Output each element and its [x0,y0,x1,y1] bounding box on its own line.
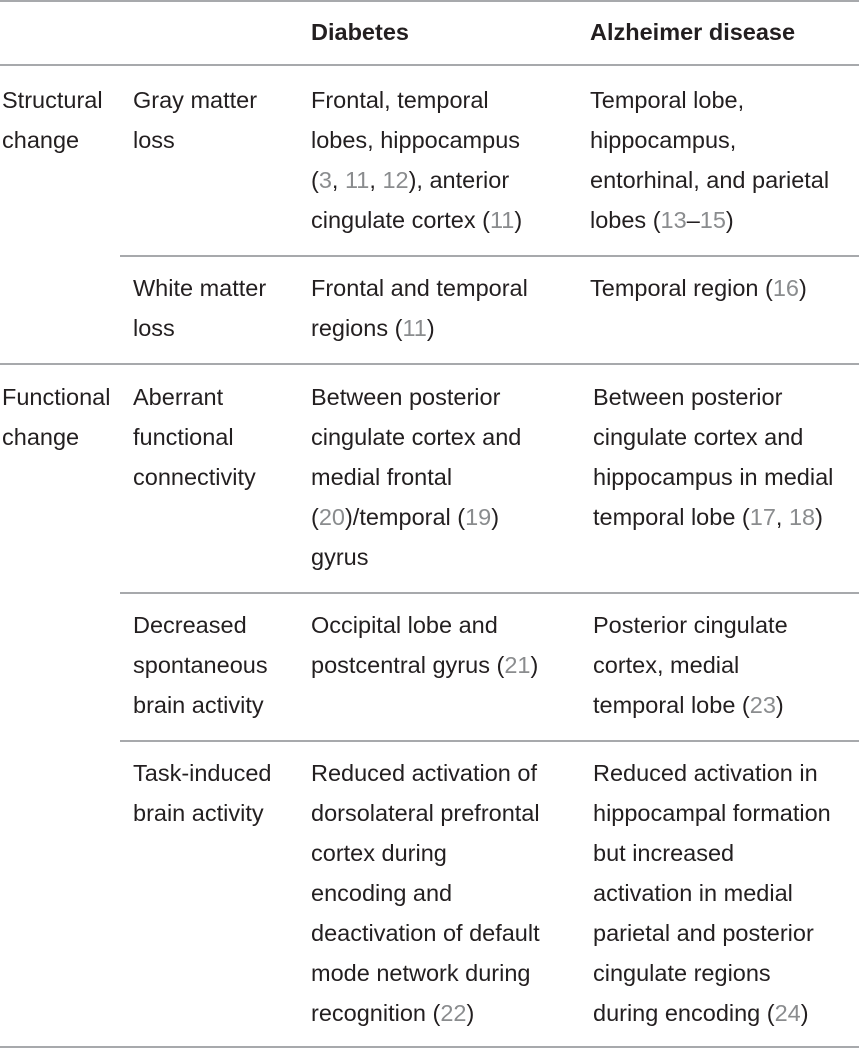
reference-citation: 20 [318,504,345,530]
reference-citation: 22 [440,1000,467,1026]
cell-text: but increased [593,840,735,866]
diabetes-gray-matter-cell [311,80,522,240]
cell-text: cingulate regions [593,960,771,986]
table-top-rule [0,0,859,2]
cell-text: ) [815,504,823,530]
row-divider-connectivity-spontaneous [120,592,859,594]
cell-text: ) [775,692,784,718]
cell-text: , [331,167,345,193]
reference-citation: 3 [318,167,332,193]
category-structural [2,80,103,160]
cell-text: encoding and [311,880,453,906]
cell-line [593,913,831,953]
cell-line [311,80,522,120]
cell-line [311,417,521,457]
cell-text: ) [725,207,734,233]
cell-line [593,417,833,457]
row-divider-gray-white [120,255,859,257]
reference-citation: 11 [489,207,515,233]
cell-line [593,993,831,1033]
cell-text: – [686,207,700,233]
cell-text: Occipital lobe and [311,612,498,638]
cell-text: ) [514,207,523,233]
cell-text: hippocampal formation [593,800,831,826]
cell-text: Temporal region ( [590,275,773,301]
reference-citation: 21 [504,652,531,678]
cell-line [593,645,788,685]
measure-line: functional [133,424,234,450]
cell-text: ( [311,504,319,530]
category-line: Functional [2,384,111,410]
cell-line [311,833,540,873]
cell-line [311,120,522,160]
cell-line [593,793,831,833]
cell-line [593,685,788,725]
section-divider-structural-functional [0,363,859,365]
reference-citation: 24 [774,1000,801,1026]
cell-line [311,645,538,685]
cell-text: ) [800,1000,809,1026]
header-diabetes [311,12,409,52]
reference-citation: 12 [382,167,409,193]
measure-line: Task-induced [133,760,272,786]
cell-text: cortex during [311,840,447,866]
measure-line: Decreased [133,612,247,638]
cell-text: recognition ( [311,1000,441,1026]
cell-text: ) [799,275,807,301]
measure-gray-matter-loss [133,80,257,160]
row-divider-spontaneous-task [120,740,859,742]
cell-text: Reduced activation in [593,760,818,786]
diabetes-task-cell [311,753,540,1033]
diabetes-connectivity-cell [311,377,521,577]
diabetes-white-matter-cell [311,268,528,348]
category-line: Structural [2,87,103,113]
measure-decreased-spontaneous [133,605,268,725]
header-alzheimer [590,12,795,52]
cell-line [311,873,540,913]
cell-text: temporal lobe ( [593,504,750,530]
cell-text: hippocampus, [590,127,737,153]
cell-line [593,457,833,497]
cell-text: deactivation of default [311,920,540,946]
cell-text: dorsolateral prefrontal [311,800,540,826]
cell-line [590,160,829,200]
cell-text: regions ( [311,315,403,341]
cell-text: ) [530,652,539,678]
cell-text: cortex, medial [593,652,740,678]
cell-line [311,308,528,348]
cell-line [311,200,522,240]
cell-text: mode network during [311,960,531,986]
cell-line [311,160,522,200]
alzheimer-spontaneous-cell [593,605,788,725]
measure-line: loss [133,127,175,153]
cell-line [311,268,528,308]
cell-line [593,833,831,873]
cell-text: Between posterior [593,384,783,410]
cell-line [311,605,538,645]
measure-line: brain activity [133,692,264,718]
cell-text: entorhinal, and parietal [590,167,830,193]
cell-text: cingulate cortex and [311,424,522,450]
cell-line [311,377,521,417]
cell-line [593,873,831,913]
cell-line [311,793,540,833]
cell-line [311,993,540,1033]
cell-text: medial frontal [311,464,453,490]
cell-line [311,953,540,993]
cell-line [311,497,521,537]
header-bottom-rule [0,64,859,66]
cell-line [593,377,833,417]
alzheimer-gray-matter-cell [590,80,829,240]
measure-line: brain activity [133,800,264,826]
reference-citation: 11 [402,315,427,341]
cell-text: ), anterior [408,167,510,193]
cell-text: hippocampus in medial [593,464,834,490]
measure-white-matter-loss [133,268,266,348]
reference-citation: 18 [788,504,816,530]
measure-line: spontaneous [133,652,268,678]
cell-line [311,537,521,577]
cell-text: temporal lobe ( [593,692,750,718]
cell-line [593,605,788,645]
category-functional [2,377,110,457]
cell-text: ) [426,315,435,341]
cell-text: ) [466,1000,475,1026]
cell-text: gyrus [311,544,369,570]
cell-text: Reduced activation of [311,760,538,786]
measure-aberrant-connectivity [133,377,256,497]
cell-text: lobes, hippocampus [311,127,521,153]
reference-citation: 23 [749,692,776,718]
cell-text: Frontal, temporal [311,87,489,113]
alzheimer-white-matter-cell [590,268,807,308]
reference-citation: 19 [465,504,492,530]
cell-line [590,200,829,240]
measure-line: connectivity [133,464,256,490]
table-bottom-rule [0,1046,859,1048]
cell-text: postcentral gyrus ( [311,652,505,678]
cell-text: during encoding ( [593,1000,775,1026]
cell-line [311,457,521,497]
cell-text: parietal and posterior [593,920,814,946]
cell-text: lobes ( [590,207,661,233]
header-diabetes-label: Diabetes [311,19,409,45]
cell-line [590,268,807,308]
reference-citation: 15 [699,207,726,233]
measure-line: White matter [133,275,267,301]
alzheimer-connectivity-cell [593,377,833,537]
cell-text: , [369,167,383,193]
cell-text: )/temporal ( [344,504,466,530]
measure-line: loss [133,315,175,341]
reference-citation: 13 [660,207,687,233]
alzheimer-task-cell [593,753,831,1033]
cell-text: Posterior cingulate [593,612,788,638]
cell-text: activation in medial [593,880,793,906]
cell-text: Between posterior [311,384,501,410]
cell-text: ( [311,167,319,193]
cell-line [593,497,833,537]
header-alzheimer-label: Alzheimer disease [590,19,796,45]
cell-line [593,753,831,793]
measure-line: Gray matter [133,87,258,113]
cell-text: Temporal lobe, [590,87,745,113]
category-line: change [2,127,80,153]
measure-line: Aberrant [133,384,224,410]
category-line: change [2,424,80,450]
cell-text: ) [491,504,500,530]
cell-line [590,120,829,160]
reference-citation: 16 [772,275,799,301]
cell-line [593,953,831,993]
cell-line [590,80,829,120]
cell-text: cingulate cortex and [593,424,804,450]
cell-text: cingulate cortex ( [311,207,490,233]
measure-task-induced [133,753,271,833]
reference-citation: 17 [749,504,776,530]
reference-citation: 11 [344,167,370,193]
cell-text: , [775,504,789,530]
cell-line [311,753,540,793]
cell-line [311,913,540,953]
cell-text: Frontal and temporal [311,275,528,301]
diabetes-spontaneous-cell [311,605,538,685]
